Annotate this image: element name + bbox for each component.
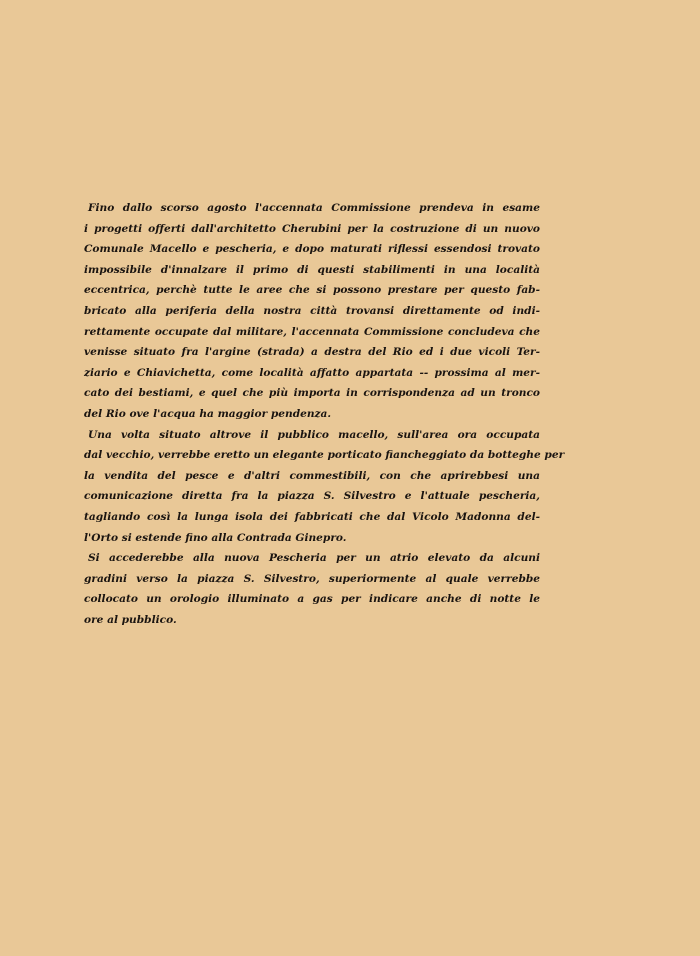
paragraph [84,425,565,549]
text-line: dal vecchio, verrebbe eretto un elegante porticato fiancheggiato da botteghe per [84,449,565,462]
text-line: venisse situato fra l'argine (strada) a destra del Rio ed i due vicoli Ter- [84,346,540,359]
text-line: bricato alla periferia della nostra città trovansi direttamente od indi- [84,304,540,317]
body-text [84,198,565,630]
text-line: ziario e Chiavichetta, come località affatto appartata -- prossima al mer- [84,366,540,379]
text-line: comunicazione diretta fra la piazza S. Silvestro e l'attuale pescheria, [84,490,540,503]
text-line: tagliando così la lunga isola dei fabbricati che dal Vicolo Madonna del- [84,510,540,523]
text-line: Comunale Macello e pescheria, e dopo maturati riflessi essendosi trovato [84,243,540,256]
paragraph [84,198,540,425]
text-line: la vendita del pesce e d'altri commestibili, con che aprirebbesi una [84,469,540,482]
text-line: cato dei bestiami, e quel che più importa in corrispondenza ad un tronco [84,387,540,400]
text-line: eccentrica, perchè tutte le aree che si possono prestare per questo fab- [84,284,540,297]
text-line: del Rio ove l'acqua ha maggior pendenza. [84,407,332,420]
text-line: l'Orto si estende fino alla Contrada Ginepro. [84,531,347,544]
text-line: rettamente occupate dal militare, l'accennata Commissione concludeva che [84,325,540,338]
text-line: impossibile d'innalzare il primo di questi stabilimenti in una località [84,263,540,276]
text-line: gradini verso la piazza S. Silvestro, superiormente al quale verrebbe [84,572,540,585]
text-line: Si accederebbe alla nuova Pescheria per un atrio elevato da alcuni [88,552,540,565]
paragraph [84,548,540,630]
text-line: Una volta situato altrove il pubblico macello, sull'area ora occupata [88,428,540,441]
text-line: i progetti offerti dall'architetto Cherubini per la costruzione di un nuovo [84,222,540,235]
text-line: collocato un orologio illuminato a gas per indicare anche di notte le [84,593,540,606]
text-line: Fino dallo scorso agosto l'accennata Commissione prendeva in esame [88,202,540,214]
text-line: ore al pubblico. [84,613,177,626]
